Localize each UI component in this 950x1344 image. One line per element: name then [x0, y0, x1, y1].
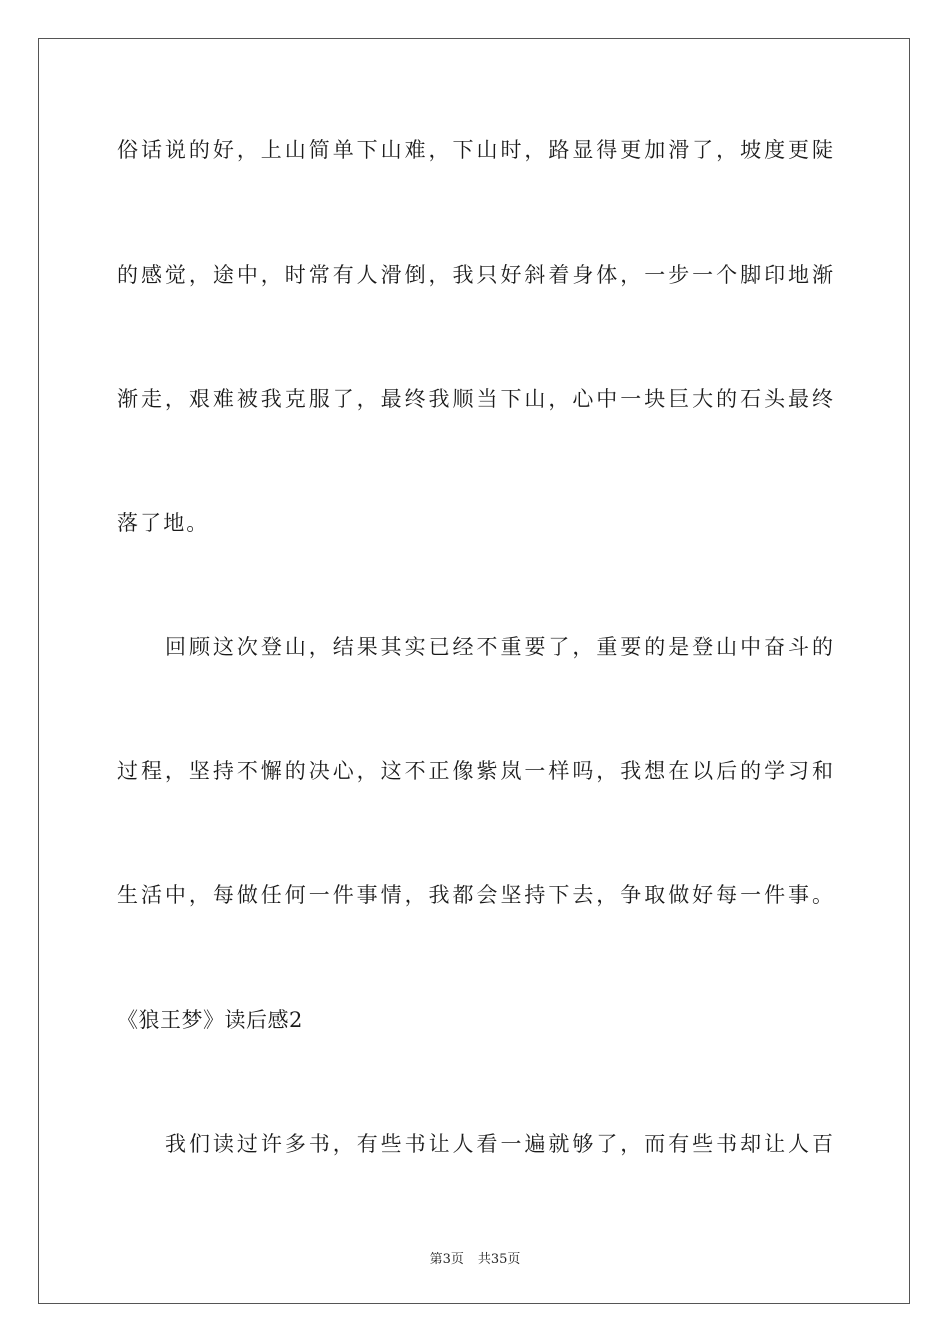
paragraph-line: 的感觉，途中，时常有人滑倒，我只好斜着身体，一步一个脚印地渐 — [117, 263, 833, 287]
page-border — [38, 38, 910, 1304]
paragraph-line: 渐走，艰难被我克服了，最终我顺当下山，心中一块巨大的石头最终 — [117, 387, 833, 411]
paragraph-line: 落了地。 — [117, 511, 210, 535]
paragraph-line: 我们读过许多书，有些书让人看一遍就够了，而有些书却让人百 — [165, 1132, 833, 1156]
page-footer — [0, 1248, 950, 1267]
paragraph-line: 生活中，每做任何一件事情，我都会坚持下去，争取做好每一件事。 — [117, 883, 833, 907]
page-number: 第3页 — [429, 1252, 464, 1267]
paragraph-line: 俗话说的好，上山简单下山难，下山时，路显得更加滑了，坡度更陡 — [117, 138, 833, 162]
page-total: 共35页 — [477, 1252, 521, 1267]
paragraph-line: 回顾这次登山，结果其实已经不重要了，重要的是登山中奋斗的 — [165, 635, 833, 659]
paragraph-line: 过程，坚持不懈的决心，这不正像紫岚一样吗，我想在以后的学习和 — [117, 759, 833, 783]
section-heading: 《狼王梦》读后感2 — [117, 1008, 303, 1032]
